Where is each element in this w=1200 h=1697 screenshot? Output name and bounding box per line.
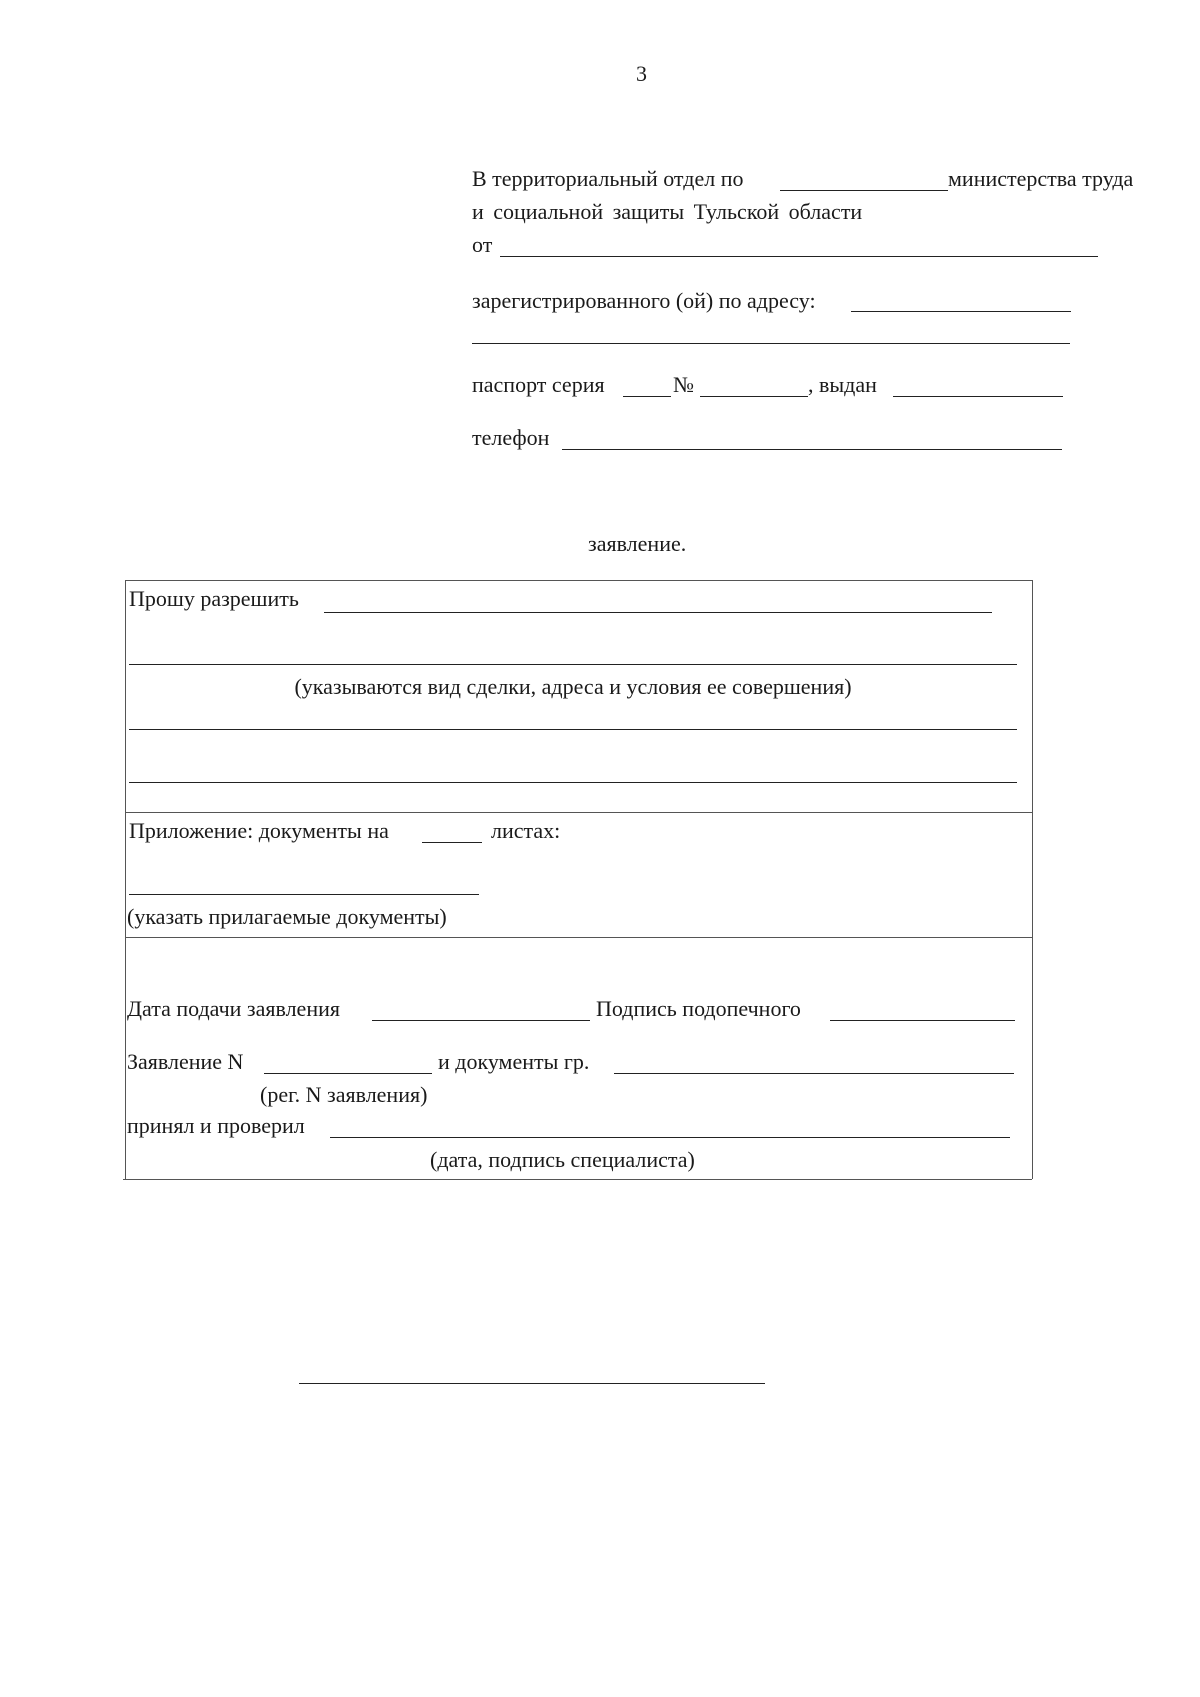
- request-hint: (указываются вид сделки, адреса и условия ее совершения): [294, 674, 852, 699]
- request-label: Прошу разрешить: [129, 586, 299, 611]
- passport-number-field[interactable]: [700, 396, 808, 397]
- reg-number-hint: (рег. N заявления): [260, 1082, 428, 1107]
- attachment-documents-field[interactable]: [129, 894, 479, 895]
- request-field-2[interactable]: [129, 664, 1017, 665]
- addressee-line2: и социальной защиты Тульской области: [472, 199, 863, 224]
- closing-separator-line: [299, 1383, 765, 1384]
- document-title: заявление.: [588, 531, 687, 556]
- table-border-right: [1032, 580, 1033, 1179]
- phone-label: телефон: [472, 425, 550, 450]
- attachment-hint: (указать прилагаемые документы): [127, 904, 447, 929]
- department-field[interactable]: [780, 190, 948, 191]
- from-field[interactable]: [500, 256, 1098, 257]
- registered-address-label: зарегистрированного (ой) по адресу:: [472, 288, 816, 313]
- submission-date-label: Дата подачи заявления: [127, 996, 340, 1021]
- request-field-3[interactable]: [129, 729, 1017, 730]
- from-label: от: [472, 232, 493, 257]
- request-field-1[interactable]: [324, 612, 992, 613]
- attachment-sheets-field[interactable]: [422, 842, 482, 843]
- address-field-2[interactable]: [472, 343, 1070, 344]
- passport-series-label: паспорт серия: [472, 372, 605, 397]
- statement-number-field[interactable]: [264, 1073, 432, 1074]
- page-number: 3: [636, 61, 647, 86]
- passport-series-field[interactable]: [623, 396, 671, 397]
- attachment-label-prefix: Приложение: документы на: [129, 818, 389, 843]
- table-border-top: [125, 580, 1032, 581]
- ward-signature-label: Подпись подопечного: [596, 996, 801, 1021]
- address-field-1[interactable]: [851, 311, 1071, 312]
- passport-issued-label: , выдан: [808, 372, 877, 397]
- statement-number-label: Заявление N: [127, 1049, 244, 1074]
- ward-signature-field[interactable]: [830, 1020, 1015, 1021]
- attachment-label-suffix: листах:: [491, 818, 561, 843]
- table-border-left: [125, 580, 126, 1179]
- phone-field[interactable]: [562, 449, 1062, 450]
- specialist-field[interactable]: [330, 1137, 1010, 1138]
- table-row-divider-1: [125, 812, 1032, 813]
- accepted-by-label: принял и проверил: [127, 1113, 305, 1138]
- request-field-4[interactable]: [129, 782, 1017, 783]
- addressee-line1-prefix: В территориальный отдел по: [472, 166, 744, 191]
- table-border-bottom: [123, 1179, 1032, 1180]
- passport-issued-field[interactable]: [893, 396, 1063, 397]
- specialist-hint: (дата, подпись специалиста): [430, 1147, 695, 1172]
- addressee-line1-suffix: министерства труда: [948, 166, 1134, 191]
- table-row-divider-2: [125, 937, 1032, 938]
- submission-date-field[interactable]: [372, 1020, 590, 1021]
- citizen-name-field[interactable]: [614, 1073, 1014, 1074]
- passport-number-label: №: [673, 372, 694, 397]
- documents-of-citizen-label: и документы гр.: [438, 1049, 590, 1074]
